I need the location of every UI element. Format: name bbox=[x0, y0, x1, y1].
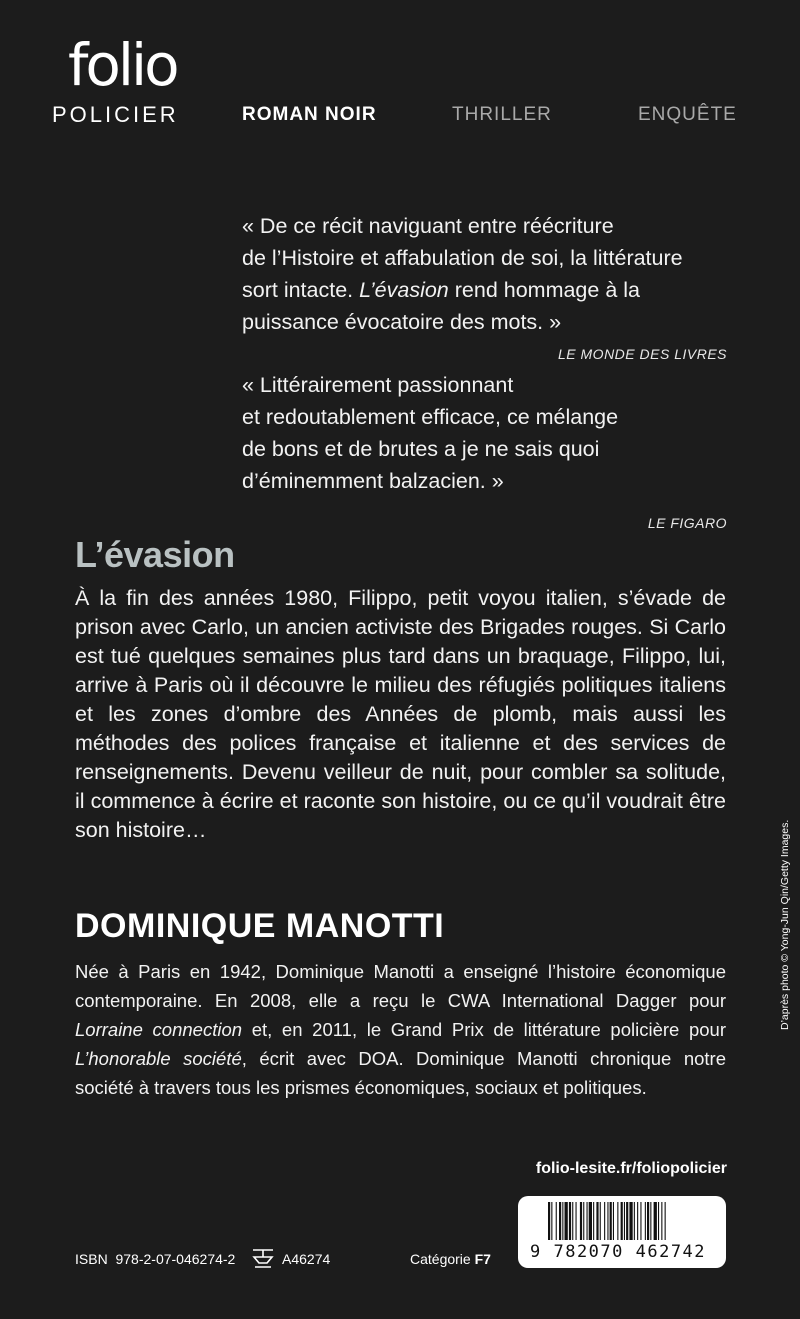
bio-text: et, en 2011, le Grand Prix de littérature policière pour bbox=[242, 1019, 727, 1040]
quote-line: d’éminemment balzacien. » bbox=[242, 469, 504, 493]
bio-text: Née à Paris en 1942, Dominique Manotti a enseigné l’histoire économique contemporaine. En 2008, elle a reçu le CWA International Dagger pour bbox=[75, 961, 726, 1011]
bio-work-title: L’honorable société bbox=[75, 1048, 242, 1069]
bio-text: , écrit avec DOA. Dominique Manotti chronique notre société à travers tous les prismes économiques, sociaux et politiques. bbox=[75, 1048, 726, 1098]
quote-line bbox=[242, 274, 732, 306]
photo-credit: D’après photo © Yong-Jun Qin/Getty Images. bbox=[779, 819, 791, 1030]
category-label: Catégorie bbox=[410, 1251, 471, 1267]
quote-source-1: LE MONDE DES LIVRES bbox=[558, 346, 727, 362]
barcode-number: 9 782070 462742 bbox=[530, 1242, 707, 1262]
genre-thriller: THRILLER bbox=[452, 104, 552, 125]
product-code: A46274 bbox=[282, 1251, 331, 1267]
quote-line: puissance évocatoire des mots. » bbox=[242, 310, 562, 334]
author-name: DOMINIQUE MANOTTI bbox=[75, 907, 445, 945]
author-bio bbox=[75, 957, 726, 1102]
quote-line: « Littérairement passionnant bbox=[242, 373, 514, 397]
book-summary: À la fin des années 1980, Filippo, petit voyou italien, s’évade de prison avec Carlo, un ancien activiste des Brigades rouges. Si Carlo est tué quelques semaines plus tard dans un braquage, Filippo, lui, arrive à Paris où il découvre le milieu des réfugiés politiques italiens et les zones d’ombre des Années de plomb, mais aussi les méthodes des polices française et italienne et des services de renseignements. Devenu veilleur de nuit, pour combler sa solitude, il commence à écrire et raconte son histoire, ou ce qu’il voudrait être son histoire… bbox=[75, 586, 726, 842]
genre-roman-noir: ROMAN NOIR bbox=[242, 104, 377, 125]
bio-work-title: Lorraine connection bbox=[75, 1019, 243, 1040]
isbn-label: ISBN bbox=[75, 1251, 108, 1267]
category bbox=[410, 1251, 491, 1267]
quote-line-italic-title: sort intacte. L’évasion rend hommage à la bbox=[242, 278, 640, 302]
isbn-number: 978-2-07-046274-2 bbox=[115, 1251, 236, 1267]
press-quote-1 bbox=[242, 210, 732, 338]
press-quote-2 bbox=[242, 369, 732, 497]
book-title: L’évasion bbox=[75, 534, 235, 575]
gallimard-icon bbox=[250, 1247, 276, 1269]
category-value: F7 bbox=[474, 1251, 491, 1267]
website-link[interactable]: folio-lesite.fr/foliopolicier bbox=[535, 1160, 727, 1177]
series-label: POLICIER bbox=[52, 102, 179, 127]
isbn bbox=[75, 1251, 235, 1267]
quote-line: et redoutablement efficace, ce mélange bbox=[242, 405, 619, 429]
folio-logo: folio bbox=[68, 31, 177, 99]
quote-line: de bons et de brutes a je ne sais quoi bbox=[242, 437, 600, 461]
genre-enquete: ENQUÊTE bbox=[638, 104, 737, 125]
quote-line: de l’Histoire et affabulation de soi, la littérature bbox=[242, 246, 683, 270]
quote-line: « De ce récit naviguant entre réécriture bbox=[242, 214, 614, 238]
quote-source-2: LE FIGARO bbox=[647, 515, 727, 531]
